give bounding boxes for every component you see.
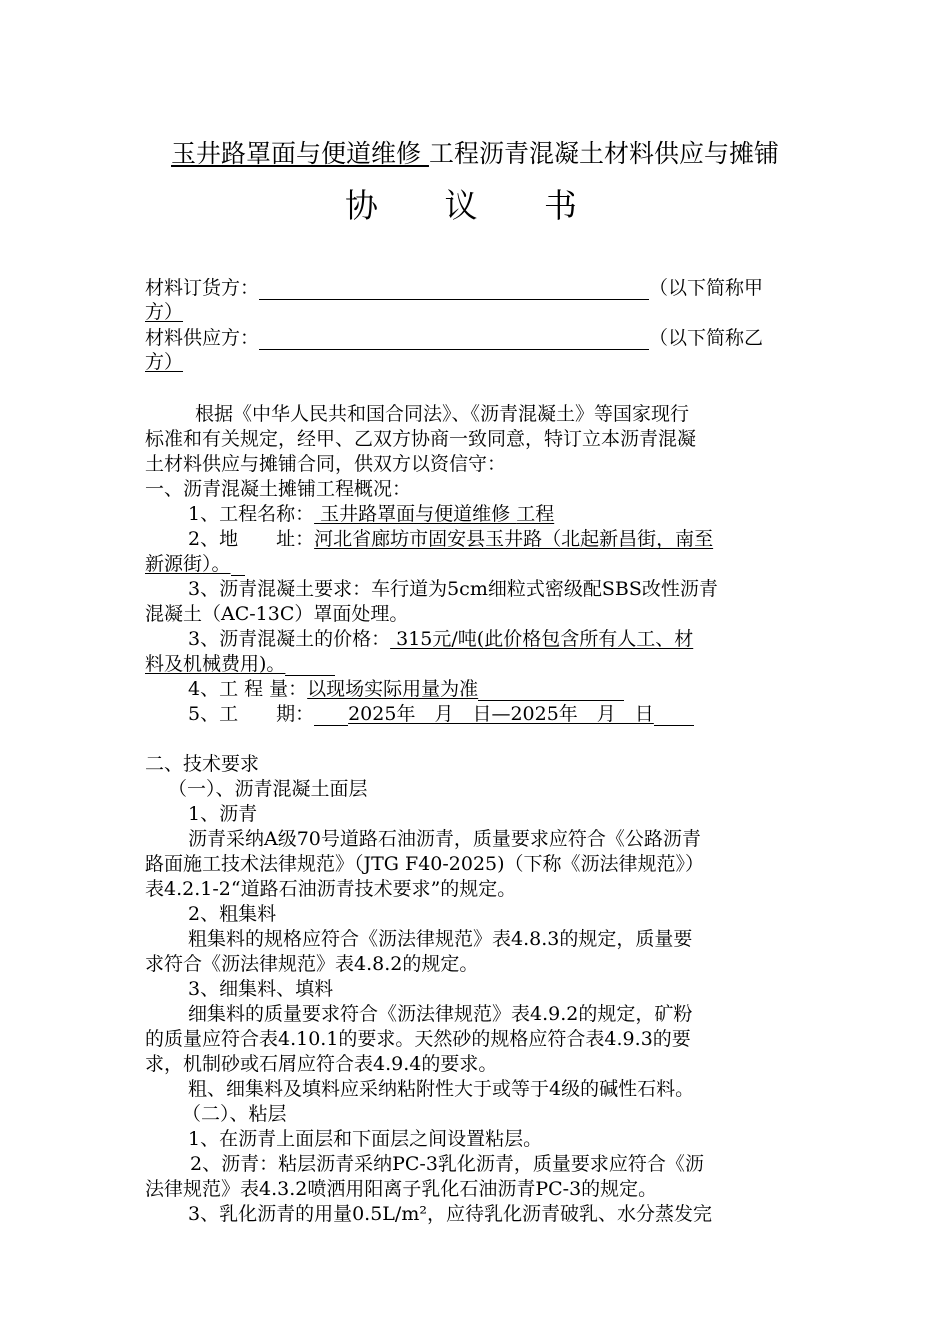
item-price: [188, 627, 693, 651]
item-project-name: [188, 502, 554, 526]
supplier-line: [145, 326, 763, 350]
buyer-suffix: （以下简称甲: [649, 277, 764, 299]
item-quantity: [188, 677, 624, 701]
supplier-blank: [259, 327, 649, 350]
item-price-label: 3、沥青混凝土的价格：: [188, 628, 391, 650]
item-period: [188, 702, 694, 726]
preamble-line-1: 根据《中华人民共和国合同法》、《沥青混凝土》等国家现行: [195, 403, 690, 425]
item-quantity-value: 以现场实际用量为准: [307, 678, 479, 700]
item-address: [188, 527, 713, 551]
subsection-tack-coat: （二）、粘层: [182, 1103, 287, 1125]
subsection-asphalt-layer: （一）、沥青混凝土面层: [168, 778, 368, 800]
coarse-text-2: 求符合《沥法律规范》表4.8.2的规定。: [145, 953, 479, 975]
item-project-name-suffix: 工程: [516, 503, 555, 525]
item-price-value: 315元/吨(此价格包含所有人工、材: [390, 628, 694, 650]
item-price-value-cont: 料及机械费用)。: [145, 653, 286, 675]
item-address-cont: [145, 552, 245, 576]
document-title: [0, 134, 950, 170]
section2-heading: 二、技术要求: [145, 753, 260, 775]
item-quantity-label: 4、工 程 量：: [188, 678, 308, 700]
buyer-label: 材料订货方：: [145, 277, 260, 299]
supplier-suffix: （以下简称乙: [649, 327, 764, 349]
item-project-name-label: 1、工程名称：: [188, 503, 315, 525]
buyer-blank: [259, 277, 649, 300]
tack-item-2-cont: 法律规范》表4.3.2喷洒用阳离子乳化石油沥青PC-3的规定。: [145, 1178, 658, 1200]
preamble-line-2: 标准和有关规定，经甲、乙双方协商一致同意，特订立本沥青混凝: [145, 428, 697, 450]
coarse-title: 2、粗集料: [188, 903, 277, 925]
section1-heading: 一、沥青混凝土摊铺工程概况：: [145, 478, 412, 500]
item-address-blank: [231, 553, 245, 576]
item-price-blank: [285, 653, 335, 676]
item-project-name-value: 玉井路罩面与便道维修: [314, 503, 517, 525]
item-period-label: 5、工 期：: [188, 703, 315, 725]
coarse-text-1: 粗集料的规格应符合《沥法律规范》表4.8.3的规定，质量要: [188, 928, 693, 950]
tack-item-3: 3、乳化沥青的用量0.5L/m²，应待乳化沥青破乳、水分蒸发完: [188, 1203, 712, 1225]
item-asphalt-req-cont: 混凝土（AC-13C）罩面处理。: [145, 603, 409, 625]
item-asphalt-req: 3、沥青混凝土要求：车行道为5cm细粒式密级配SBS改性沥青: [188, 578, 718, 600]
item-quantity-blank: [478, 678, 624, 701]
aggregate-note: 粗、细集料及填料应采纳粘附性大于或等于4级的碱性石料。: [188, 1078, 695, 1100]
asphalt-text-1: 沥青采纳A级70号道路石油沥青，质量要求应符合《公路沥青: [188, 828, 701, 850]
supplier-label: 材料供应方：: [145, 327, 260, 349]
tack-item-2: 2、沥青：粘层沥青采纳PC-3乳化沥青，质量要求应符合《沥: [190, 1153, 704, 1175]
fine-text-1: 细集料的质量要求符合《沥法律规范》表4.9.2的规定，矿粉: [188, 1003, 693, 1025]
item-period-blank-a: [314, 703, 348, 726]
project-name: 玉井路罩面与便道维修: [171, 139, 429, 168]
buyer-suffix-cont: 方）: [145, 301, 184, 323]
fine-text-2: 的质量应符合表4.10.1的要求。天然砂的规格应符合表4.9.3的要: [145, 1028, 691, 1050]
asphalt-text-3: 表4.2.1-2“道路石油沥青技术要求”的规定。: [145, 878, 517, 900]
fine-title: 3、细集料、填料: [188, 978, 334, 1000]
document-subtitle: 协 议 书: [345, 186, 605, 225]
title-rest: 工程沥青混凝土材料供应与摊铺: [428, 139, 779, 168]
item-period-value: 2025年 月 日—2025年 月 日: [348, 703, 654, 725]
fine-text-3: 求，机制砂或石屑应符合表4.9.4的要求。: [145, 1053, 498, 1075]
asphalt-text-2: 路面施工技术法律规范》（JTG F40-2025)（下称《沥法律规范》）: [145, 853, 705, 875]
buyer-line: [145, 276, 763, 300]
asphalt-title: 1、沥青: [188, 803, 258, 825]
preamble-line-3: 土材料供应与摊铺合同，供双方以资信守：: [145, 453, 507, 475]
item-address-value-cont: 新源街）。: [145, 553, 231, 575]
item-price-cont: [145, 652, 335, 676]
supplier-suffix-cont: 方）: [145, 351, 184, 373]
item-period-blank-b: [654, 703, 694, 726]
item-address-label: 2、地 址：: [188, 528, 315, 550]
item-address-value: 河北省廊坊市固安县玉井路（北起新昌街，南至: [314, 528, 714, 550]
tack-item-1: 1、在沥青上面层和下面层之间设置粘层。: [188, 1128, 543, 1150]
